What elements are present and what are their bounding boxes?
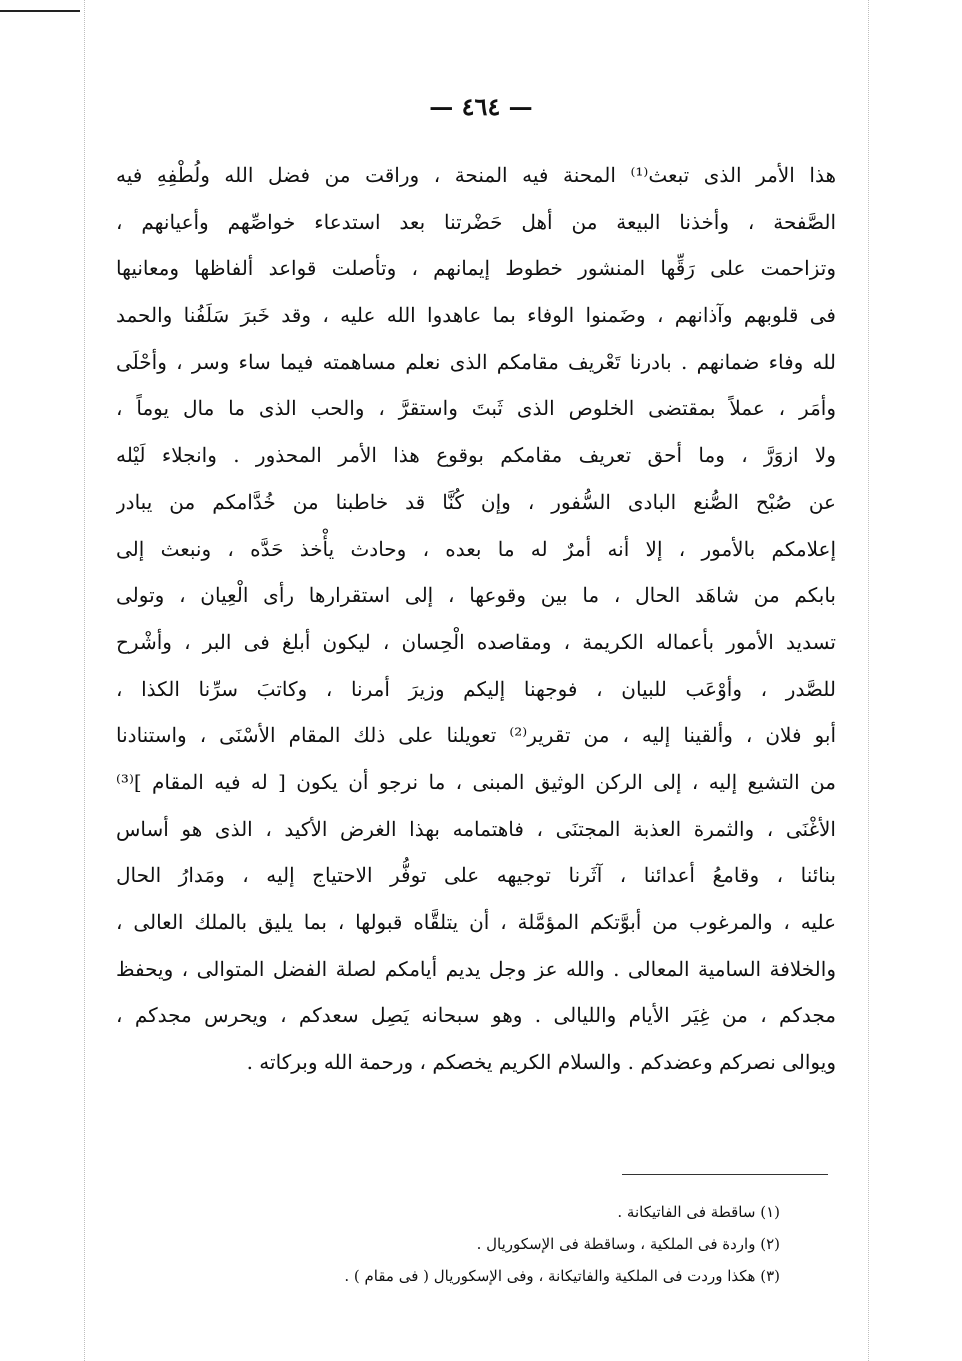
page-number: — ٤٦٤ — xyxy=(429,92,533,121)
text-line: الأغْنَى ، والثمرة العذبة المجتنَى ، فاهتمامه بهذا الغرض الأكيد ، الذى هو أساس xyxy=(116,816,836,841)
text-line: والخلافة السامية المعالى . والله عز وجل يديم أيامكم لصلة الفضل المتوالى ، ويحفظ xyxy=(116,956,836,981)
text-line: من التشيع إليه ، إلى الركن الوثيق المبنى ، ما نرجو أن يكون [ له فيه المقام ]⁽³⁾ xyxy=(116,769,836,794)
footnotes xyxy=(200,1196,780,1292)
text-line: وأمَر ، عملاً بمقتضى الخلوص الذى ثَبتَ واستقرَّ ، والحب الذى ما مال يوماً ، xyxy=(116,396,836,421)
text-line: عن صُبْح الصُّنع البادى السُّفور ، وإن كُنَّا قد خاطبنا من خُدَّامكم من يبادر xyxy=(116,489,836,514)
text-line: مجدكم ، من غِيَر الأيام والليالى . وهو سبحانه يَصِل سعدكم ، ويحرس مجدكم ، xyxy=(116,1003,836,1028)
text-line: فى قلوبهم وآذانهم ، وضَمنوا الوفاء بما عاهدوا الله عليه ، وقد خَبرَ سَلَفُنا والحمد xyxy=(116,303,836,328)
body-text xyxy=(116,152,836,1086)
footnote: (٣) هكذا وردت فى الملكية والفاتيكانة ، وفى الإسكوريال ( فى مقام ) . xyxy=(344,1267,780,1285)
text-line: بنائنا ، وقامعُ أعدائنا ، آثَرنا توجيهه على توفُّر الاحتياج إليه ، ومَدارُ الحال xyxy=(116,863,836,888)
text-line: تسديد الأمور بأعماله الكريمة ، ومقاصده الْحِسان ، ليكون أبلغ فى البر ، وأشْرح xyxy=(116,629,836,654)
text-line: أبو فلان ، وألقينا إليه ، من تقرير⁽²⁾ تعويلنا على ذلك المقام الأسْنَى ، واستنادنا xyxy=(116,723,836,748)
text-line: إعلامكم بالأمور ، إلا أنه أمرٌ له ما بعده ، وحادث يأْخذ حَدَّه ، ونبعث إلى xyxy=(116,536,836,561)
scan-edge-dots-left xyxy=(84,0,85,1361)
text-line: للصَّدر ، وأوْعَب للبيان ، فوجهنا إليكم وزيرَ أمرنا ، وكاتبَ سرِّنا الكذا ، xyxy=(116,676,836,701)
text-line: لله وفاء ضمانهم . بادرنا تَعْريف مقامكم الذى نعلم مساهمته فيما ساء وسر ، وأحْلَى xyxy=(116,349,836,374)
text-line: بابكم من شاهَد الحال ، ما بين وقوعها ، إلى استقرارها رأى الْعِيان ، وتولى xyxy=(116,583,836,608)
text-line: وتزاحمت على رَقِّها المنشور خطوط إيمانهم ، وتأصلت قواعد ألفاظها ومعانيها xyxy=(116,256,836,281)
text-line: الصَّفحة ، وأخذنا البيعة من أهل حَضْرتنا بعد استدعاء خواصِّهم وأعيانهم ، xyxy=(116,209,836,234)
footnote: (١) ساقطة فى الفاتيكانة . xyxy=(617,1203,780,1221)
text-line: عليه ، والمرغوب من أبوَّتكم المؤمَّلة ، أن يتلقَّاه قبولها ، بما يليق بالملك العالى ، xyxy=(116,910,836,934)
scan-edge-dots xyxy=(868,0,869,1361)
footnote: (٢) واردة فى الملكية ، وساقطة فى الإسكوريال . xyxy=(476,1235,780,1253)
text-line: ولا ازوَرَّ ، وما أحق تعريف مقامكم بوقوع هذا الأمر المحذور . وانجلاء لَيْله xyxy=(116,443,836,468)
text-line: هذا الأمر الذى تبعث⁽¹⁾ المحنة فيه المنحة ، وراقت من فضل الله ولُطْفِهِ فيه xyxy=(116,163,836,187)
footnote-separator xyxy=(622,1174,828,1175)
text-line: ويوالى نصركم وعضدكم . والسلام الكريم يخصكم ، ورحمة الله وبركاته . xyxy=(246,1050,836,1075)
top-corner-rule xyxy=(0,10,80,12)
